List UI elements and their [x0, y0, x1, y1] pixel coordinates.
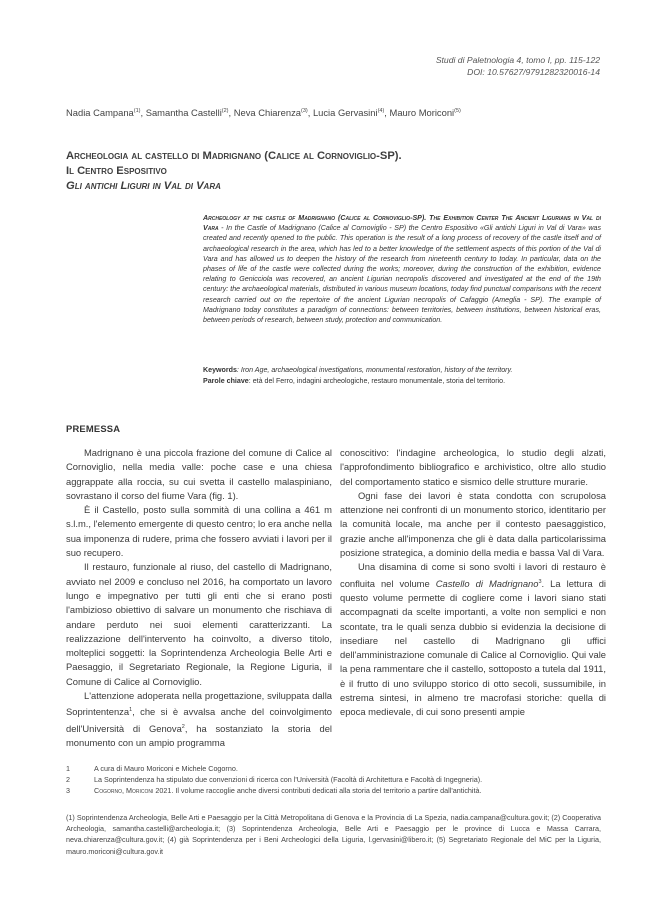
affiliations: (1) Soprintendenza Archeologia, Belle Arti e Paesaggio per la Città Metropolitana di Genova e la Provincia di La Spezia, nadia.campana@cultura.gov.it; (2) Cooperativa Archeologia, samantha.castelli@archeologia.it; (3) Soprintendenza Archeologia, Belle Arti e Paesaggio per le province di Lucca e Massa Carrara, neva.chiarenza@cultura.gov.it; (4) già Soprintendenza per i Beni Archeologici della Liguria, l.gervasini@libero.it; (5) Segretariato Regionale del MiC per la Liguria, mauro.moriconi@cultura.gov.it	[66, 813, 601, 856]
footnote-text: La Soprintendenza ha stipulato due convenzioni di ricerca con l'Università (Facoltà di Architettura e Facoltà di Ingegneria).	[94, 775, 483, 785]
title-line-2	[66, 164, 596, 194]
abstract-body: - In the Castle of Madrignano (Calice al Cornoviglio - SP) the Centro Espositivo «Gli antichi Liguri in Val di Vara» was created and recently opened to the public. This operation is the result of a long process of recovery of the castle itself and of archaeological research in the area, which has led to a better knowledge of the settlement aspects of this portion of the Val di Vara and has allowed us to deepen the history of the research from nineteenth century to today. In particular, data on the phases of life of the castle were collected during the works; moreover, during the construction of the exhibition, evidence relating to Genicciola was recovered, an ancient Ligurian necropolis discovered and investigated at the end of the 19th century: the archaeological materials, distributed in various museum locations, today find punctual comparisons with the recent research carried out on the repertoire of the ancient Ligurian necropolis of Cafaggio (Ameglia - SP). The example of Madrignano today constitutes a paradigm of connections: between territories, between institutions, between historical eras, between periods of research, between study, protection and communication.	[203, 224, 601, 325]
paragraph-text: . La lettura di questo volume permette di cogliere come i lavori siano stati accompagnati da scelte importanti, a volte non semplici e non scontate, tra le quali senza dubbio si evidenzia la decisione di insediare nel castello di Madrignano gli uffici dell'amministrazione comunale di Calice al Cornoviglio. Qui vale la pena rammentare che il castello, sottoposto a tutela dal 1911, è il frutto di uno sviluppo storico di otto secoli, sussumibile, in estrema sintesi, in almeno tre macrofasi storiche: quella di epoca medievale, di cui sono presenti ampie	[340, 577, 606, 718]
keywords	[203, 365, 601, 375]
footnote-ref: 1	[129, 707, 133, 714]
footnote-authors: Cogorno, Moriconi	[94, 786, 154, 796]
body-column-left	[66, 446, 332, 750]
paragraph: Il restauro, funzionale al riuso, del castello di Madrignano, avviato nel 2009 e concluso nel 2016, ha comportato un lavoro lungo e impegnativo per tutti gli enti che si erano posti l'ambizioso obiettivo di salvare un monumento che rischiava di andare perduto nei suoi elementi caratterizzanti. La realizzazione dell'intervento ha coinvolto, a diverso titolo, molteplici soggetti: la Soprintendenza Archeologia Belle Arti e Paesaggio, il Segretariato Regionale, la Regione Liguria, il Comune di Calice al Cornoviglio.	[66, 561, 332, 687]
author-mark: (1)	[133, 108, 141, 114]
parole-text: : età del Ferro, indagini archeologiche, restauro monumentale, storia del territorio.	[248, 377, 506, 385]
author-name: Neva Chiarenza	[233, 107, 301, 118]
journal-citation: Studi di Paletnologia 4, tomo I, pp. 115-122	[435, 55, 600, 65]
footnote-number: 1	[66, 764, 70, 773]
footnote-number: 3	[66, 786, 70, 796]
footnote-ref: 3	[538, 578, 542, 585]
author-list: Nadia Campana$^{(1)}$, Samantha Castelli$^{(2)}$, Neva Chiarenza$^{(3)}$, Lucia Gervasini$^{(4)}$, Mauro Moriconi$^{(5)}$	[66, 107, 461, 118]
paragraph	[66, 689, 332, 750]
paragraph: conoscitivo: l'indagine archeologica, lo studio degli alzati, l'approfondimento bibliografico e archivistico, oltre allo studio del comportamento statico e sismico delle strutture murarie.	[340, 447, 606, 487]
footnotes	[66, 763, 601, 797]
paragraph: Ogni fase dei lavori è stata condotta con scrupolosa attenzione nei confronti di un monumento storico, identitario per la comunità locale, ma anche per il contesto paesaggistico, grazie anche all'imponenza che gli è data dalla particolarissima posizione strategica, a dominio della media e bassa Val di Vara.	[340, 489, 606, 559]
footnote-text: 2021. Il volume raccoglie anche diversi contributi dedicati alla storia del territorio a partire dall'antichità.	[153, 786, 482, 796]
paragraph-text: Una disamina di come si sono svolti i lavori di restauro è confluita nel volume	[340, 561, 606, 589]
section-heading: PREMESSA	[66, 423, 121, 434]
parole-chiave	[203, 376, 601, 386]
abstract-lead: Archeology at the castle of Madrignano (Calice al Cornoviglio-SP). The Exhibition Center The Ancient Ligurians in Val di Vara	[203, 214, 601, 233]
author-name: Lucia Gervasini	[312, 107, 378, 118]
parole-label: Parole chiave	[203, 377, 249, 385]
title-prefix: Il Centro Espositivo	[66, 165, 167, 177]
paragraph-text: , che si è avvalsa anche del coinvolgimento dell'Università di Genova	[66, 706, 332, 734]
journal-header	[436, 54, 600, 78]
footnote	[66, 774, 601, 785]
footnote	[66, 785, 601, 796]
title-line-1: Archeologia al castello di Madrignano (Calice al Cornoviglio-SP).	[66, 150, 402, 162]
author-name: Nadia Campana	[66, 107, 134, 118]
author-mark: (2)	[221, 108, 229, 114]
book-title: Castello di Madrignano	[435, 577, 539, 589]
keywords-label: Keywords	[203, 366, 237, 374]
author-mark: (3)	[300, 108, 308, 114]
footnote	[66, 763, 601, 774]
paper-title	[66, 149, 596, 194]
body-column-right	[340, 446, 606, 720]
footnote-number: 2	[66, 775, 70, 785]
footnote-text: A cura di Mauro Moriconi e Michele Cogorno.	[94, 764, 238, 773]
paragraph-text: , ha sostanziato la storia del monumento con un ampio programma	[66, 722, 332, 748]
author-mark: (4)	[377, 108, 385, 114]
footnote-ref: 2	[181, 723, 185, 730]
abstract	[203, 213, 601, 325]
paragraph: È il Castello, posto sulla sommità di una collina a 461 m s.l.m., l'elemento emergente di questo centro; lo era anche nella sua imponenza di rudere, prima che fossero avviati i lavori per il suo recupero.	[66, 504, 333, 559]
title-italic: Gli antichi Liguri in Val di Vara	[66, 180, 221, 192]
paragraph-text: L'attenzione adoperata nella progettazione, sviluppata dalla Soprintentenza	[66, 690, 332, 718]
author-mark: (5)	[454, 108, 461, 114]
author-name: Mauro Moriconi	[389, 107, 455, 118]
journal-doi: DOI: 10.57627/9791282320016-14	[467, 67, 600, 77]
paragraph	[340, 560, 606, 719]
keywords-text: : Iron Age, archaeological investigations, monumental restoration, history of the territory.	[236, 366, 513, 374]
author-name: Samantha Castelli	[145, 107, 222, 118]
paragraph: Madrignano è una piccola frazione del comune di Calice al Cornoviglio, nella media valle: poche case e una chiesa aggrappate alla roccia, su cui svetta il castello malaspiniano, sovrastano il corso del fiume Vara (fig. 1).	[66, 447, 332, 501]
